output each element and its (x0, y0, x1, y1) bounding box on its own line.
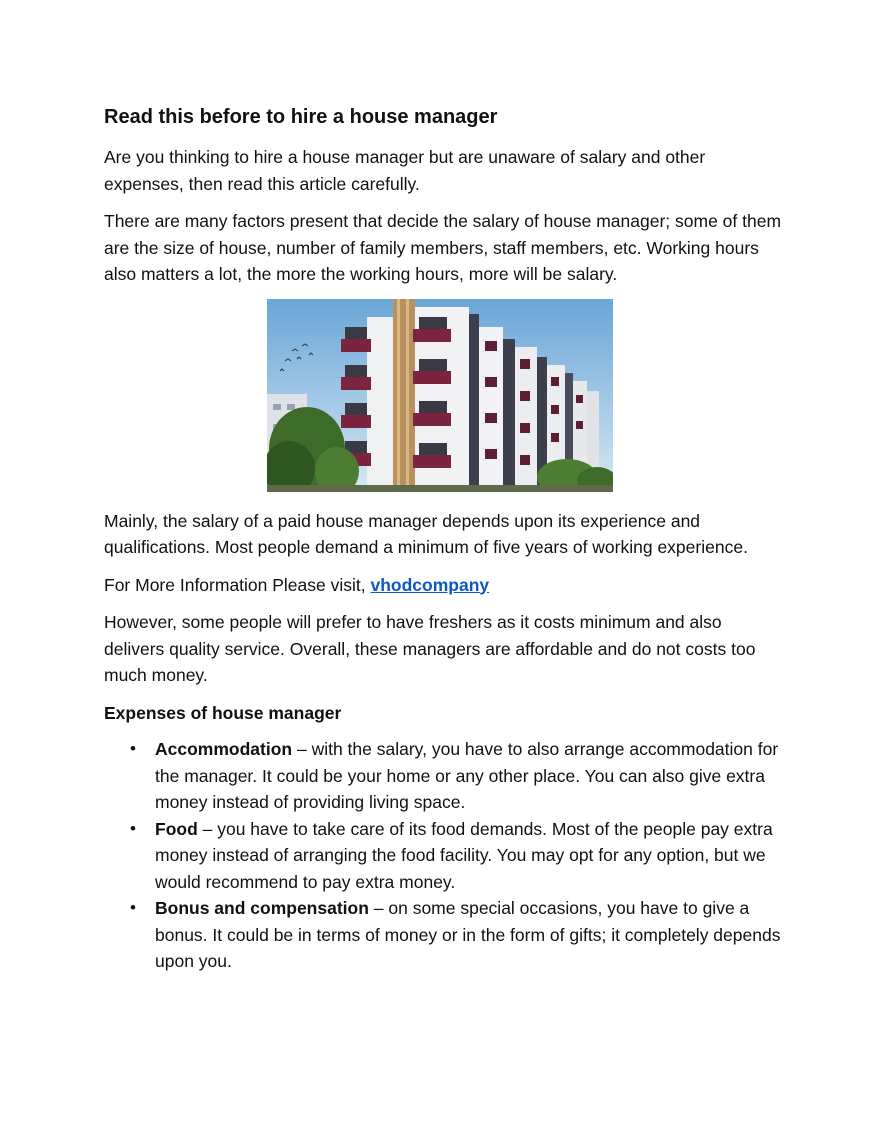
expense-text: – with the salary, you have to also arrange accommodation for the manager. It could be your home or any other place. You can also give extra money instead of providing living space. (155, 739, 779, 812)
expense-term: Food (155, 818, 198, 839)
expenses-list (104, 736, 784, 975)
more-info-paragraph (104, 572, 784, 599)
more-info-prefix: For More Information Please visit, (104, 574, 371, 595)
bullet-icon: • (130, 818, 136, 838)
vhodcompany-link[interactable]: vhodcompany (370, 574, 490, 595)
document-title: Read this before to hire a house manager (104, 106, 498, 128)
expense-text: – on some special occasions, you have to give a bonus. It could be in terms of money or in the form of gifts; it completely depends upon you. (155, 898, 781, 971)
intro-paragraph: Are you thinking to hire a house manager but are unaware of salary and other expenses, then read this article carefully. (104, 147, 706, 194)
list-item (104, 736, 784, 816)
expense-text: – you have to take care of its food demands. Most of the people pay extra money instead of arranging the food facility. You may opt for any option, but we would recommend to pay extra money. (155, 818, 773, 892)
list-item (104, 816, 784, 896)
bullet-icon: • (130, 898, 136, 917)
apartment-building-image (267, 299, 613, 492)
salary-paragraph: Mainly, the salary of a paid house manager depends upon its experience and qualifications. Most people demand a minimum of five years of working experience. (104, 510, 748, 557)
freshers-paragraph: However, some people will prefer to have freshers as it costs minimum and also delivers quality service. Overall, these managers are affordable and do not costs too much money. (104, 612, 756, 685)
expense-term: Bonus and compensation (155, 898, 369, 918)
factors-paragraph: There are many factors present that decide the salary of house manager; some of them are the size of house, number of family members, staff members, etc. Working hours also matters a lot, the more the working hours, more will be salary. (104, 211, 782, 284)
list-item (104, 895, 784, 975)
expenses-heading: Expenses of house manager (104, 702, 342, 723)
bullet-icon: • (130, 739, 136, 758)
document-page (104, 104, 784, 975)
expense-term: Accommodation (155, 739, 293, 759)
